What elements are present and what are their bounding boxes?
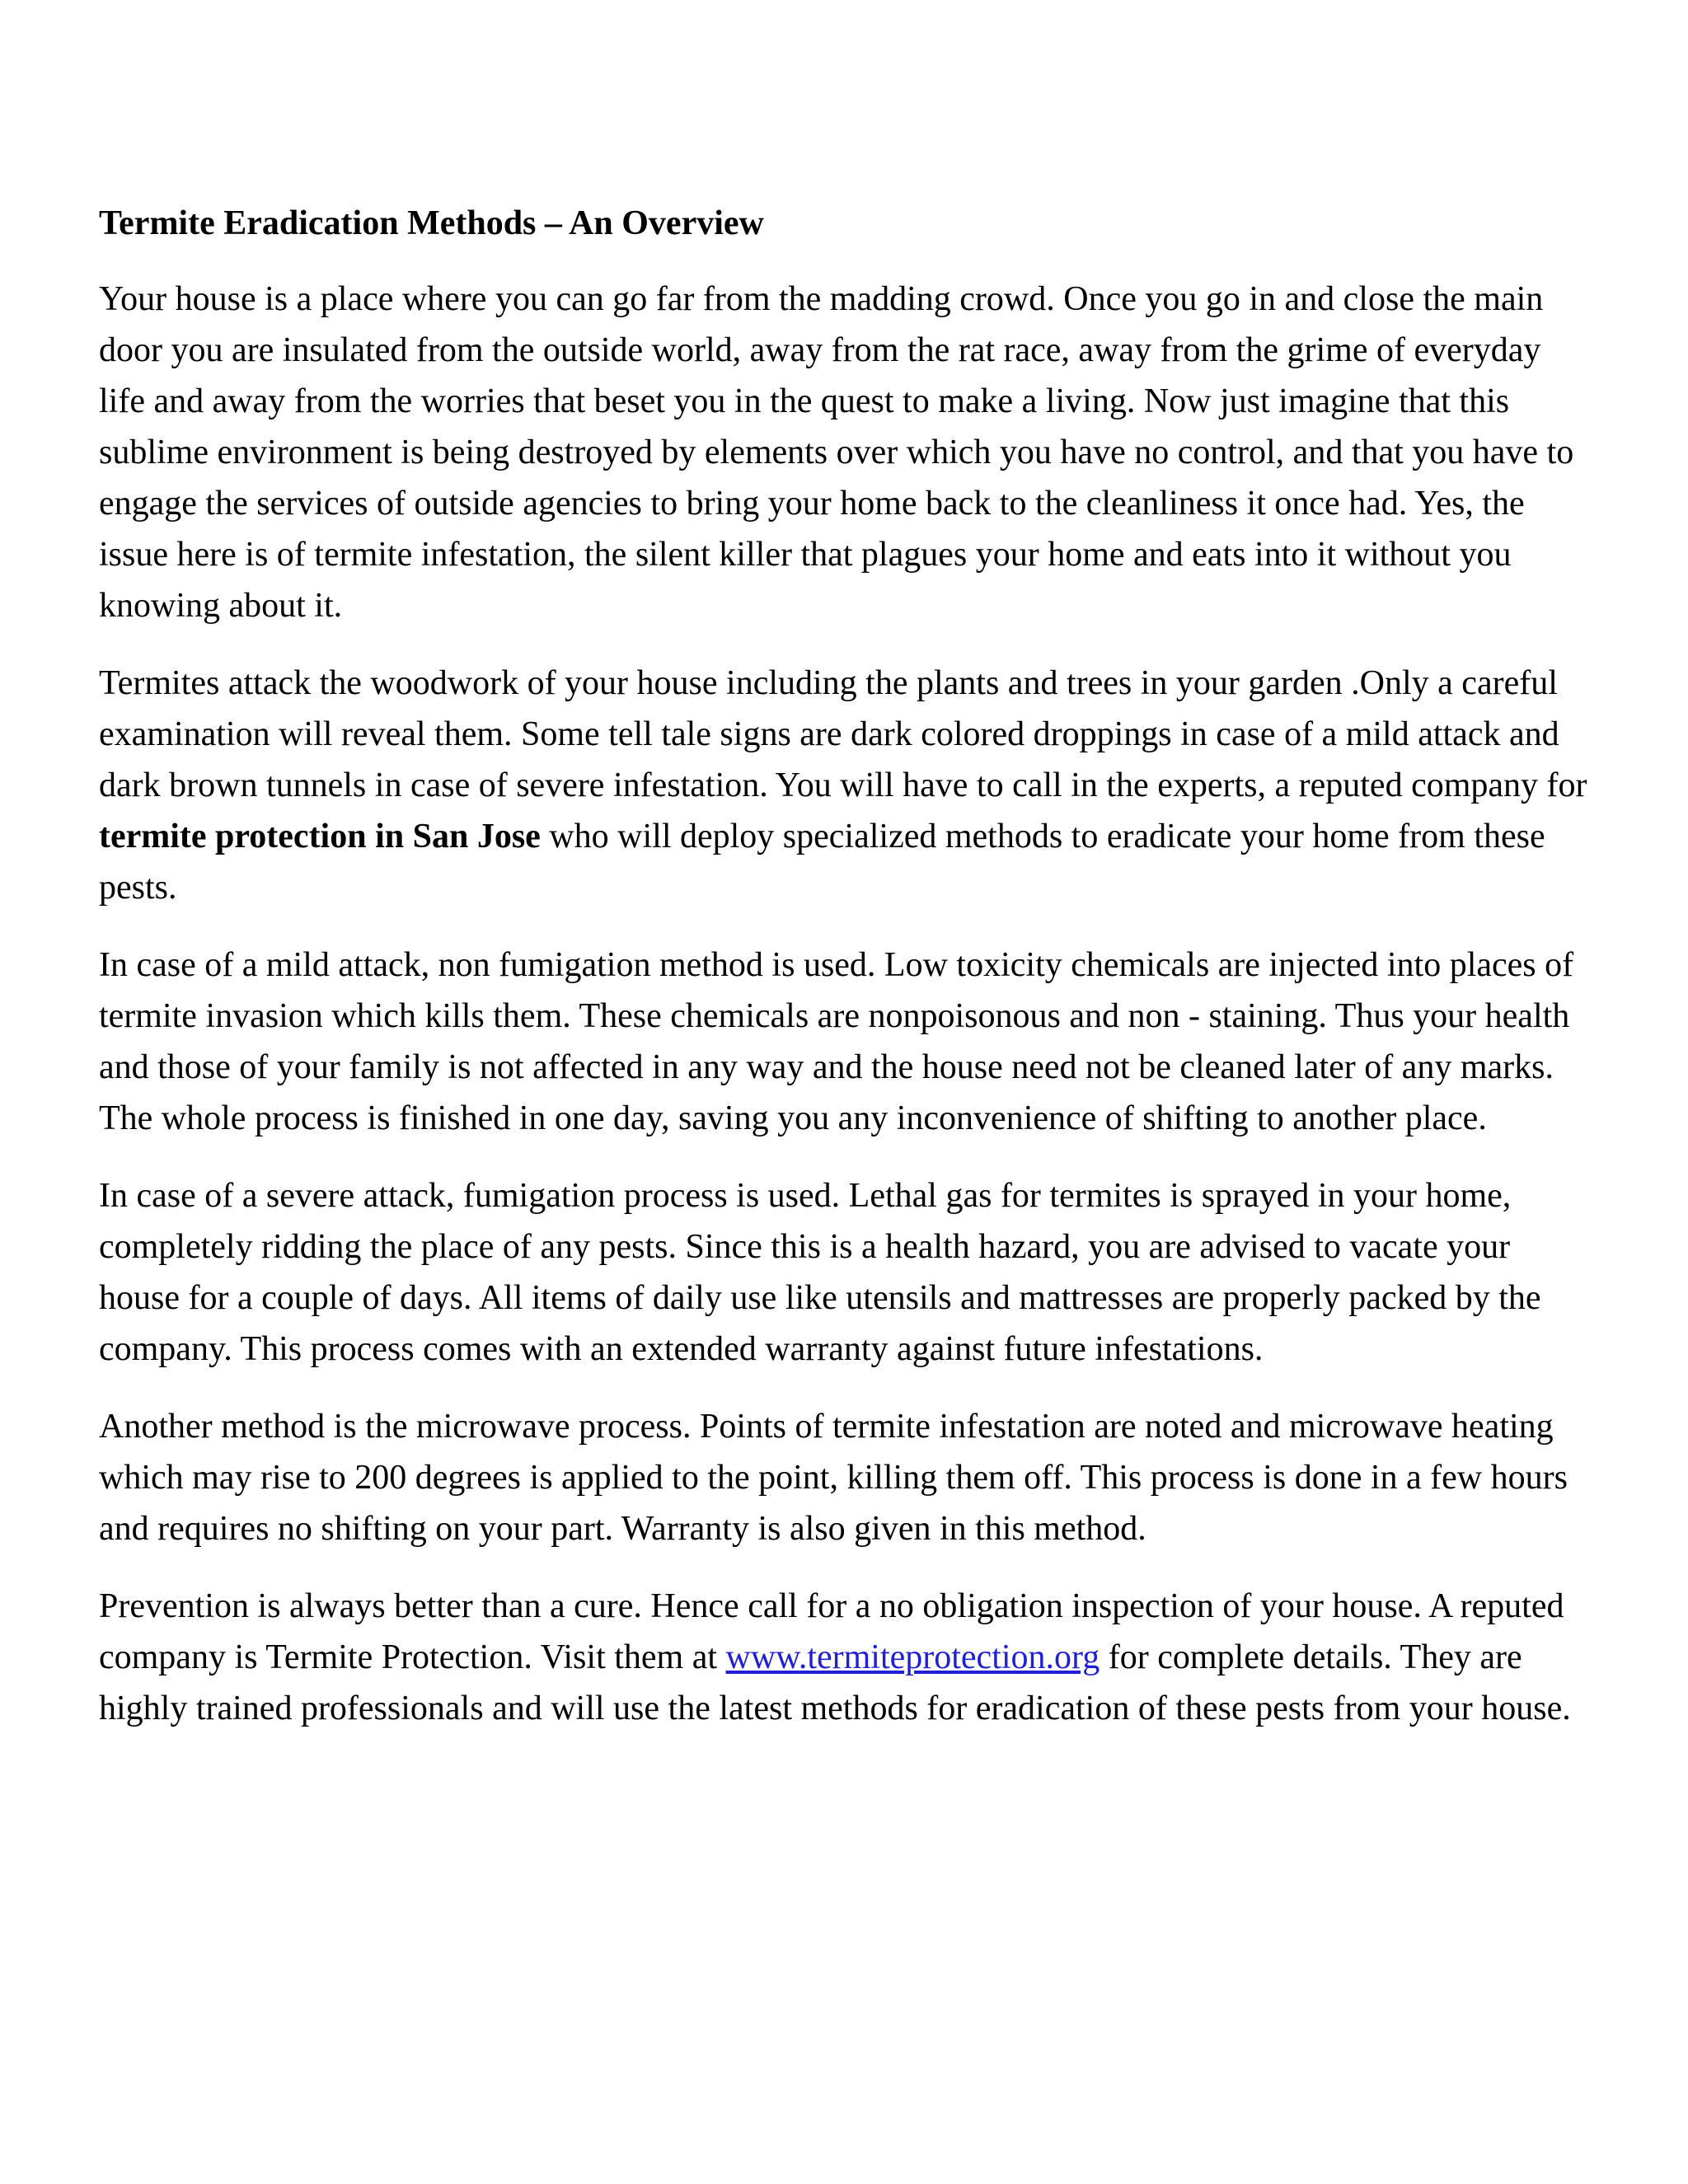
paragraph-text: who will deploy specialized methods to eradicate your home from these pests.: [99, 818, 1545, 907]
paragraph-text: for complete details. They are highly trained professionals and will use the latest methods for eradication of these pests from your house.: [99, 1638, 1571, 1727]
document-title: Termite Eradication Methods – An Overview: [99, 204, 764, 242]
paragraph-mild-attack: In case of a mild attack, non fumigation method is used. Low toxicity chemicals are injected into places of termite invasion which kills them. These chemicals are nonpoisonous and non - staining. Thus your health and those of your family is not affected in any way and the house need not be cleaned later of any marks. The whole process is finished in one day, saving you any inconvenience of shifting to another place.: [99, 946, 1574, 1137]
paragraph-text: Termites attack the woodwork of your house including the plants and trees in your garden .Only a careful examination will reveal them. Some tell tale signs are dark colored droppings in case of a mild attack and dark brown tunnels in case of severe infestation. You will have to call in the experts, a reputed company for: [99, 664, 1587, 804]
paragraph-intro: Your house is a place where you can go far from the madding crowd. Once you go in and close the main door you are insulated from the outside world, away from the rat race, away from the grime of everyday life and away from the worries that beset you in the quest to make a living. Now just imagine that this sublime environment is being destroyed by elements over which you have no control, and that you have to engage the services of outside agencies to bring your home back to the cleanliness it once had. Yes, the issue here is of termite infestation, the silent killer that plagues your home and eats into it without you knowing about it.: [99, 280, 1574, 625]
website-link[interactable]: www.termiteprotection.org: [725, 1638, 1100, 1676]
paragraph-prevention: [99, 1581, 1591, 1734]
paragraph-microwave: Another method is the microwave process. Points of termite infestation are noted and microwave heating which may rise to 200 degrees is applied to the point, killing them off. This process is done in a few hours and requires no shifting on your part. Warranty is also given in this method.: [99, 1408, 1568, 1548]
paragraph-severe-attack: In case of a severe attack, fumigation process is used. Lethal gas for termites is sprayed in your home, completely ridding the place of any pests. Since this is a health hazard, you are advised to vacate your house for a couple of days. All items of daily use like utensils and mattresses are properly packed by the company. This process comes with an extended warranty against future infestations.: [99, 1177, 1541, 1368]
document-page: [99, 198, 1591, 1760]
paragraph-text: Prevention is always better than a cure. Hence call for a no obligation inspection of your house. A reputed company is Termite Protection. Visit them at: [99, 1587, 1564, 1676]
paragraph-termite-attack: [99, 658, 1591, 913]
bold-keyword: termite protection in San Jose: [99, 818, 541, 855]
